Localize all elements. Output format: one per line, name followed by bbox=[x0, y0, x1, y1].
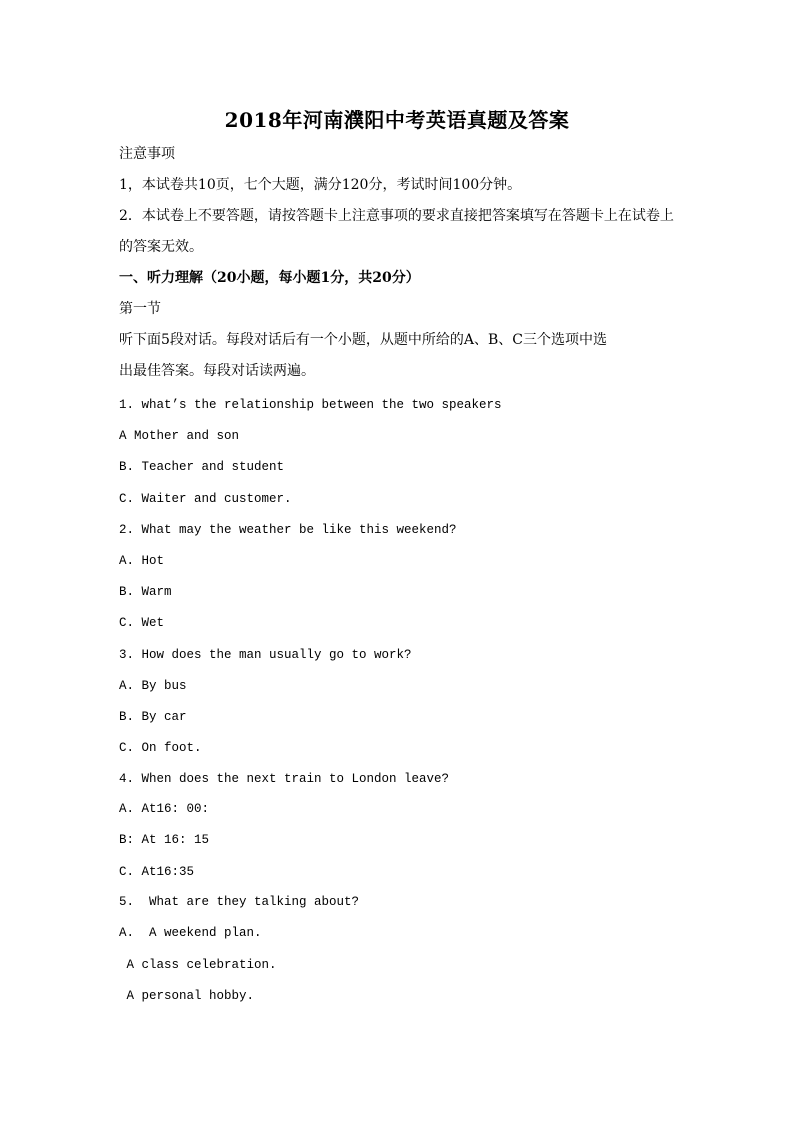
question-4-option-b: B: At 16: 15 bbox=[119, 833, 210, 847]
question-1-option-c: C. Waiter and customer. bbox=[119, 492, 292, 506]
question-5: 5. What are they talking about? bbox=[119, 895, 360, 909]
notice-heading: 注意事项 bbox=[119, 146, 175, 162]
question-3-option-b: B. By car bbox=[119, 710, 187, 724]
question-3: 3. How does the man usually go to work? bbox=[119, 648, 412, 662]
question-1: 1. what’s the relationship between the two speakers bbox=[119, 398, 502, 412]
notice-item-1: 1，本试卷共10页，七个大题，满分120分，考试时间100分钟。 bbox=[119, 177, 522, 193]
question-2: 2. What may the weather be like this weekend? bbox=[119, 523, 457, 537]
part-heading: 第一节 bbox=[119, 301, 161, 317]
question-4-option-a: A. At16: 00: bbox=[119, 802, 210, 816]
section-heading: 一、听力理解（20小题，每小题1分，共20分） bbox=[119, 270, 420, 286]
instructions-line-1: 听下面5段对话。每段对话后有一个小题，从题中所给的A、B、C三个选项中选 bbox=[119, 332, 608, 348]
question-4: 4. When does the next train to London leave? bbox=[119, 772, 450, 786]
question-2-option-b: B. Warm bbox=[119, 585, 172, 599]
question-5-option-b: A class celebration. bbox=[119, 958, 277, 972]
question-5-option-c: A personal hobby. bbox=[119, 989, 255, 1003]
question-1-option-a: A Mother and son bbox=[119, 429, 240, 443]
document-title: 2018年河南濮阳中考英语真题及答案 bbox=[224, 108, 570, 132]
instructions-line-2: 出最佳答案。每段对话读两遍。 bbox=[119, 363, 315, 379]
question-2-option-c: C. Wet bbox=[119, 616, 165, 630]
notice-item-2-line-2: 的答案无效。 bbox=[119, 239, 203, 255]
question-1-option-b: B. Teacher and student bbox=[119, 460, 285, 474]
question-4-option-c: C. At16:35 bbox=[119, 865, 195, 879]
notice-item-2-line-1: 2．本试卷上不要答题，请按答题卡上注意事项的要求直接把答案填写在答题卡上在试卷上 bbox=[119, 208, 674, 224]
question-3-option-c: C. On foot. bbox=[119, 741, 202, 755]
question-3-option-a: A. By bus bbox=[119, 679, 187, 693]
question-2-option-a: A. Hot bbox=[119, 554, 165, 568]
question-5-option-a: A. A weekend plan. bbox=[119, 926, 262, 940]
